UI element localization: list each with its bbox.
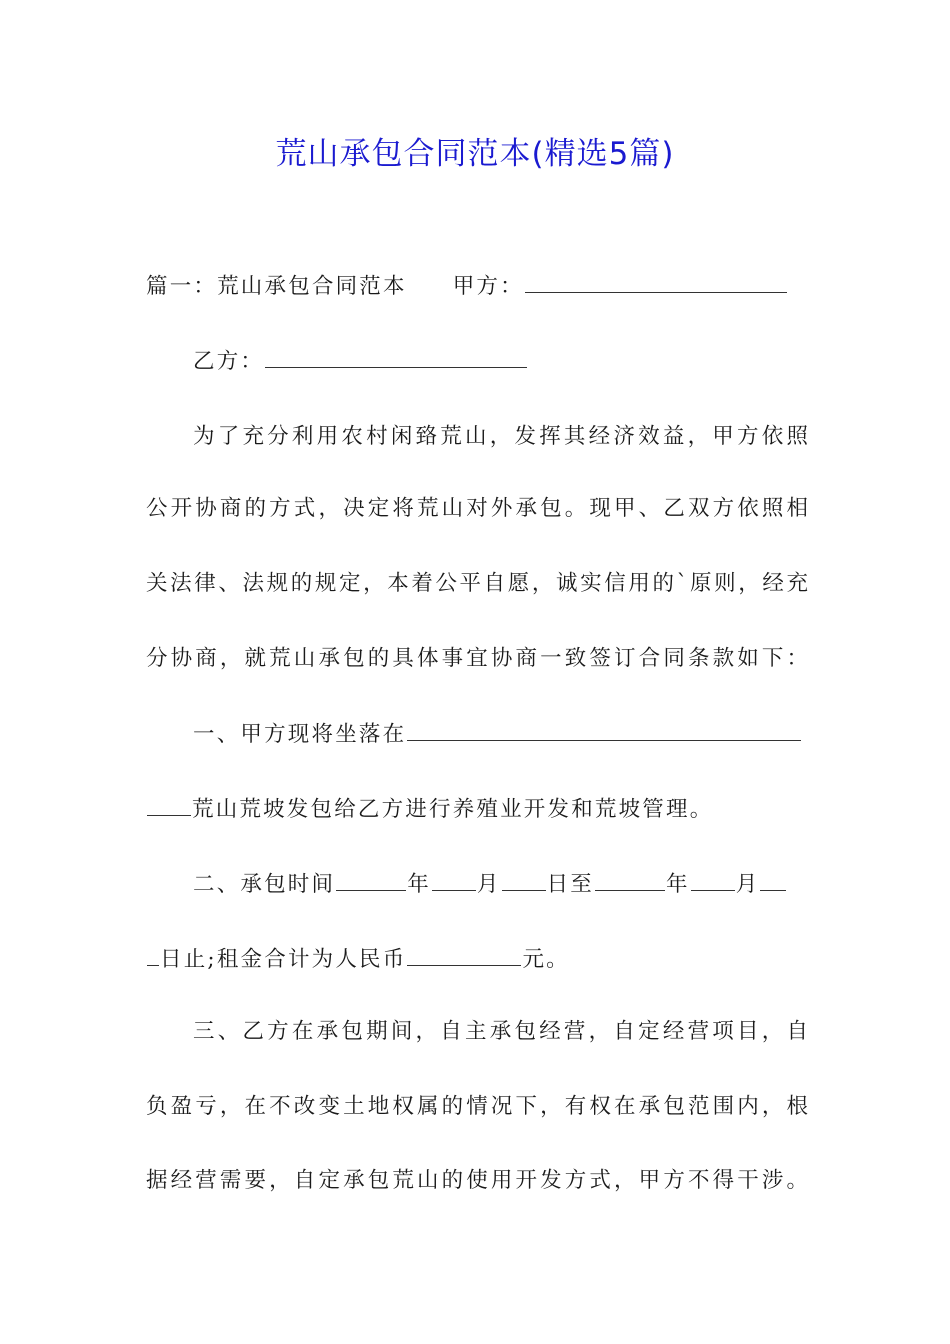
clause-three-line: 三、乙方在承包期间，自主承包经营，自定经营项目，自 <box>193 1019 808 1044</box>
party-a-blank[interactable] <box>525 270 787 293</box>
clause-one-prefix: 一、甲方现将坐落在 <box>193 722 407 747</box>
clause-two-line <box>193 868 808 900</box>
party-b-line <box>193 345 808 377</box>
paragraph-line: 公开协商的方式，决定将荒山对外承包。现甲、乙双方依照相 <box>146 496 808 521</box>
paragraph-line: 分协商，就荒山承包的具体事宜协商一致签订合同条款如下： <box>146 646 808 671</box>
location-blank[interactable] <box>407 718 801 741</box>
end-year-blank[interactable] <box>595 868 665 891</box>
start-month-blank[interactable] <box>432 868 476 891</box>
location-blank-continued[interactable] <box>147 793 191 816</box>
start-day-blank[interactable] <box>502 868 546 891</box>
section-heading: 篇一：荒山承包合同范本 <box>146 274 407 299</box>
paragraph-line: 为了充分利用农村闲臵荒山，发挥其经济效益，甲方依照 <box>193 424 808 449</box>
year-label: 年 <box>666 872 690 897</box>
clause-one-line <box>193 718 808 750</box>
currency-label: 元。 <box>522 947 570 972</box>
party-b-blank[interactable] <box>265 345 527 368</box>
clause-one-line <box>146 793 808 825</box>
document-title: 荒山承包合同范本(精选5篇) <box>275 136 675 172</box>
start-year-blank[interactable] <box>336 868 406 891</box>
clause-three-line: 据经营需要，自定承包荒山的使用开发方式，甲方不得干涉。 <box>146 1168 808 1193</box>
party-b-label: 乙方： <box>193 349 265 374</box>
clause-three-line: 负盈亏，在不改变土地权属的情况下，有权在承包范围内，根 <box>146 1094 808 1119</box>
day-to-label: 日至 <box>546 872 595 897</box>
party-a-label: 甲方： <box>452 274 524 299</box>
end-month-blank[interactable] <box>691 868 735 891</box>
paragraph-line: 关法律、法规的规定，本着公平自愿，诚实信用的`原则，经充 <box>146 571 808 596</box>
end-day-blank[interactable] <box>760 868 786 891</box>
rent-label: 日止;租金合计为人民币 <box>160 947 407 972</box>
month-label: 月 <box>735 872 760 897</box>
clause-one-suffix: 荒山荒坡发包给乙方进行养殖业开发和荒坡管理。 <box>192 797 714 822</box>
end-day-blank-continued[interactable] <box>147 943 159 966</box>
year-label: 年 <box>407 872 431 897</box>
clause-two-line <box>146 943 808 975</box>
section-heading-line <box>146 270 808 302</box>
rent-amount-blank[interactable] <box>407 943 521 966</box>
clause-two-prefix: 二、承包时间 <box>193 872 336 897</box>
month-label: 月 <box>476 872 501 897</box>
